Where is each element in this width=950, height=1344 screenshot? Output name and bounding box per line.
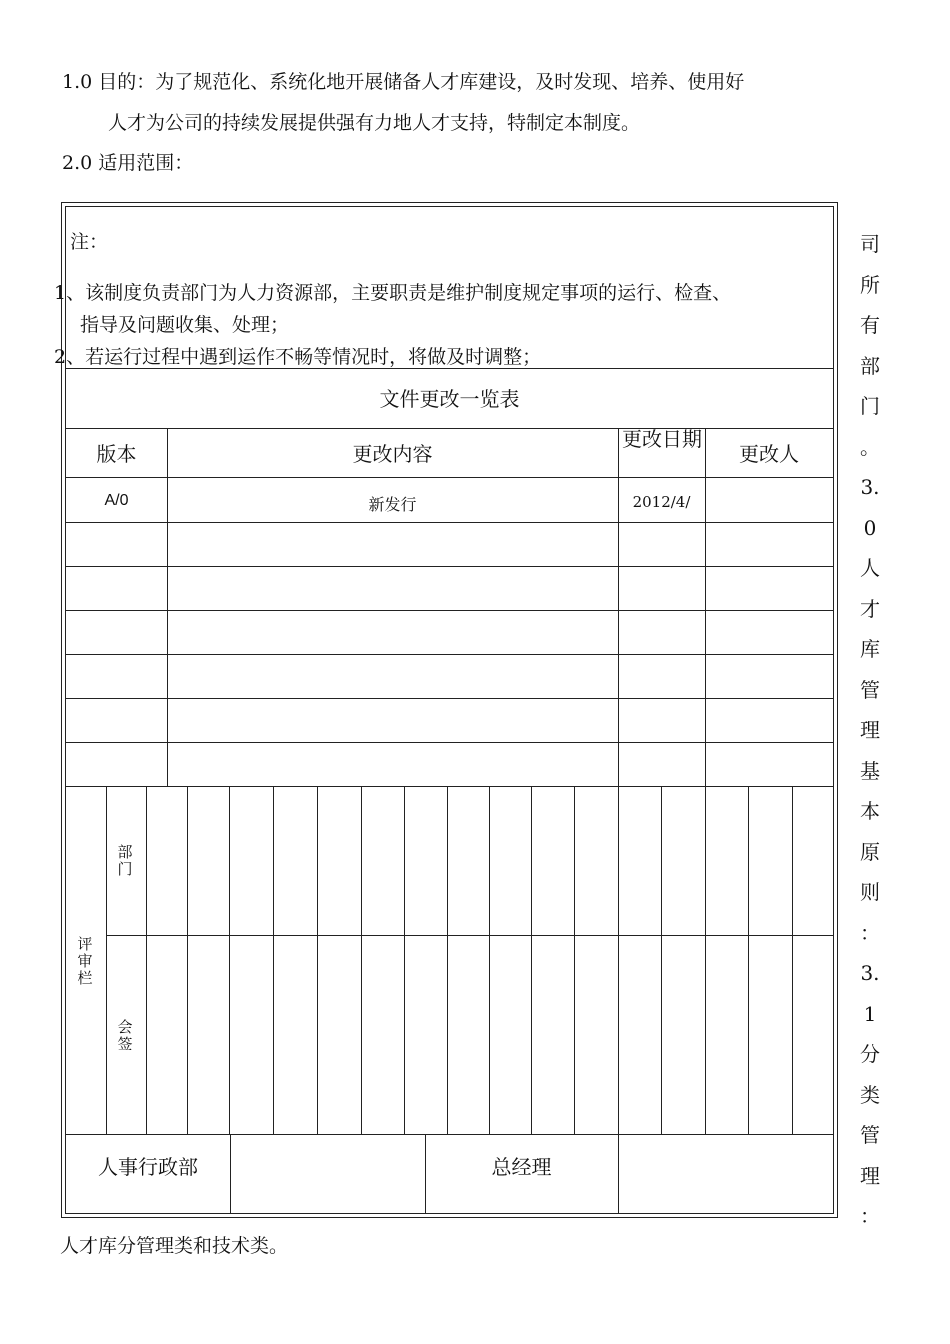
footer-gm-label: 总经理 (491, 1155, 552, 1179)
review-grid-col (447, 786, 448, 1134)
side-text-char: 有 (860, 313, 880, 337)
side-text-char: 管 (860, 1123, 880, 1147)
change-table-title-divider (66, 428, 833, 429)
review-grid-col (404, 786, 405, 1134)
side-text-char: 0 (863, 515, 877, 540)
bottom-text: 人才库分管理类和技术类。 (60, 1235, 289, 1257)
review-grid-col (187, 786, 188, 1134)
side-text-char: 1 (863, 1001, 877, 1026)
scope-line: 2.0 适用范围： (62, 152, 194, 174)
row-divider (66, 654, 833, 655)
side-text-char: 理 (860, 1163, 880, 1188)
cell-date: 2012/4/ (632, 493, 691, 511)
header-changer: 更改人 (739, 442, 799, 466)
document-frame (54, 202, 838, 1218)
purpose-line-2: 人才为公司的持续发展提供强有力地人才支持，特制定本制度。 (108, 112, 641, 134)
side-text-char: 所 (860, 272, 880, 297)
footer-row-divider (66, 1134, 833, 1135)
row-divider (66, 698, 833, 699)
side-text-char: 管 (860, 677, 880, 702)
row-divider (66, 522, 833, 523)
footer-col (618, 1134, 619, 1214)
review-grid-col (273, 786, 274, 1134)
row-divider (66, 477, 833, 478)
review-mid-divider (106, 935, 833, 936)
footer-hr-label: 人事行政部 (98, 1155, 198, 1179)
review-label: 评 审 栏 (77, 935, 93, 987)
header-version: 版本 (96, 442, 137, 466)
review-grid-col (748, 786, 749, 1134)
col-divider-date (705, 428, 706, 786)
side-text-char: ： (860, 1204, 880, 1228)
side-text-char: 。 (860, 434, 880, 459)
side-text-char: 则 (860, 880, 880, 904)
side-text-char: 司 (860, 232, 880, 256)
notes-item-1-line-2: 指导及问题收集、处理； (80, 314, 290, 336)
side-text-char: 基 (860, 758, 880, 783)
header-content: 更改内容 (352, 442, 433, 466)
row-divider (66, 742, 833, 743)
side-text-char: ： (860, 920, 880, 945)
side-text-char: 原 (860, 839, 880, 864)
row-divider (66, 610, 833, 611)
side-text-char: 分 (860, 1042, 880, 1066)
notes-title: 注： (70, 231, 109, 253)
review-grid-col (661, 786, 662, 1134)
footer-col (230, 1134, 231, 1214)
notes-item-2: 2、若运行过程中遇到运作不畅等情况时，将做及时调整； (54, 346, 542, 368)
col-divider-content (618, 428, 619, 786)
document-inner-frame (54, 206, 834, 1214)
purpose-line-1: 1.0 目的：为了规范化、系统化地开展储备人才库建设，及时发现、培养、使用好 (62, 71, 745, 93)
review-grid-col (618, 786, 619, 1134)
side-vertical-text (857, 224, 883, 1237)
review-label-divider (106, 786, 107, 1134)
header-date: 更改日期 (622, 427, 702, 451)
review-grid-col (531, 786, 532, 1134)
side-text-char: 库 (860, 637, 880, 661)
notes-item-1-line-1: 1、该制度负责部门为人力资源部，主要职责是维护制度规定事项的运行、检查、 (54, 282, 732, 304)
review-section-divider (66, 786, 833, 787)
change-table-title: 文件更改一览表 (379, 387, 520, 411)
side-text-char: 本 (860, 799, 880, 823)
review-grid-col (146, 786, 147, 1134)
notes-divider (66, 368, 833, 369)
side-text-char: 类 (860, 1082, 880, 1107)
cell-version: A/0 (104, 492, 129, 509)
review-countersign-label: 会 签 (117, 1018, 133, 1053)
side-text-char: 门 (860, 394, 880, 418)
review-grid-col (792, 786, 793, 1134)
review-grid-col (705, 786, 706, 1134)
review-dept-label: 部 门 (117, 843, 133, 878)
review-grid-col (317, 786, 318, 1134)
cell-content: 新发行 (368, 495, 417, 514)
side-text-char: 3. (860, 475, 880, 499)
review-grid-col (229, 786, 230, 1134)
side-text-char: 3. (860, 961, 880, 985)
col-divider-version (167, 428, 168, 786)
side-text-char: 理 (860, 718, 880, 742)
side-text-char: 部 (860, 353, 880, 378)
review-grid-col (574, 786, 575, 1134)
side-text-char: 才 (860, 596, 880, 621)
review-grid-col (489, 786, 490, 1134)
side-text-char: 人 (860, 556, 880, 580)
row-divider (66, 566, 833, 567)
review-grid-col (361, 786, 362, 1134)
